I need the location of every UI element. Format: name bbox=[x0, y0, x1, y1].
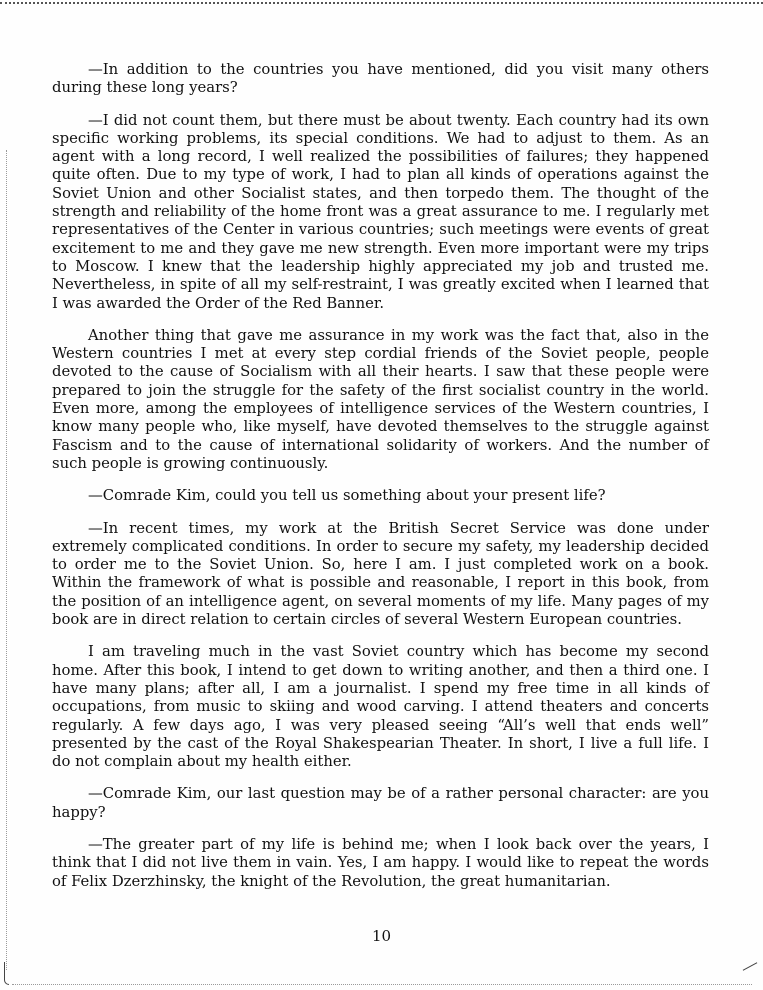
body-text bbox=[52, 61, 709, 905]
paragraph-answer-countries: —I did not count them, but there must be about twenty. Each country had its own specific working problems, its special conditions. We had to adjust to them. As an agent with a long record, I well realized the possibilities of failures; they happened quite often. Due to my type of work, I had to plan all kinds of operations against the Soviet Union and other Socialist states, and then torpedo them. The thought of the strength and reliability of the home front was a great assurance to me. I regularly met representatives of the Center in various countries; such meetings were events of great excitement to me and they gave me new strength. Even more important were my trips to Moscow. I knew that the leadership highly appreciated my job and trusted me. Nevertheless, in spite of all my self-restraint, I was greatly excited when I learned that I was awarded the Order of the Red Banner. bbox=[52, 111, 709, 312]
paragraph-question-happy: —Comrade Kim, our last question may be of a rather personal character: are you happy? bbox=[52, 785, 709, 821]
left-margin-rule bbox=[6, 150, 7, 970]
paragraph-answer-present-life: —In recent times, my work at the British Secret Service was done under extremely complicated conditions. In order to secure my safety, my leadership decided to order me to the Soviet Union. So, here I am. I just completed work on a book. Within the framework of what is possible and reasonable, I report in this book, from the position of an intelligence agent, on several moments of my life. Many pages of my book are in direct relation to certain circles of several Western European countries. bbox=[52, 519, 709, 629]
corner-mark-left bbox=[4, 962, 9, 985]
top-border bbox=[0, 2, 763, 4]
paragraph-question-countries: —In addition to the countries you have mentioned, did you visit many others during these long years? bbox=[52, 61, 709, 97]
page-number: 10 bbox=[371, 927, 392, 945]
bottom-border bbox=[12, 984, 752, 985]
paragraph-traveling: I am traveling much in the vast Soviet country which has become my second home. After this book, I intend to get down to writing another, and then a third one. I have many plans; after all, I am a journalist. I spend my free time in all kinds of occupations, from music to skiing and wood carving. I attend theaters and concerts regularly. A few days ago, I was very pleased seeing “All’s well that ends well” presented by the cast of the Royal Shakespearian Theater. In short, I live a full life. I do not complain about my health either. bbox=[52, 643, 709, 771]
paragraph-western-friends: Another thing that gave me assurance in my work was the fact that, also in the Western countries I met at every step cordial friends of the Soviet people, people devoted to the cause of Socialism with all their hearts. I saw that these people were prepared to join the struggle for the safety of the first socialist country in the world. Even more, among the employees of intelligence services of the Western countries, I know many people who, like myself, have devoted themselves to the struggle against Fascism and to the cause of international solidarity of workers. And the number of such people is growing continuously. bbox=[52, 326, 709, 472]
paragraph-answer-happy: —The greater part of my life is behind me; when I look back over the years, I think that I did not live them in vain. Yes, I am happy. I would like to repeat the words of Felix Dzerzhinsky, the knight of the Revolution, the great humanitarian. bbox=[52, 835, 709, 890]
corner-mark-right bbox=[743, 962, 758, 970]
paragraph-question-present-life: —Comrade Kim, could you tell us something about your present life? bbox=[88, 487, 606, 505]
